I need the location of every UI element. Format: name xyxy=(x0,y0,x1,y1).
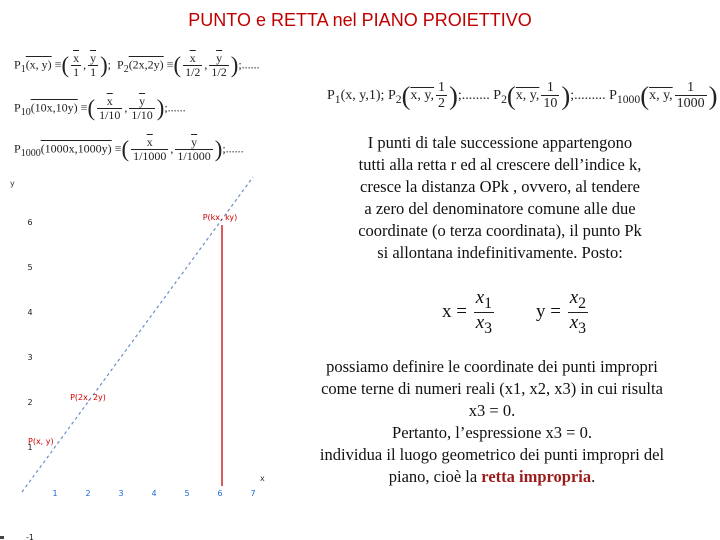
y-axis-label: y xyxy=(10,179,15,188)
improper-line-term: retta impropria xyxy=(481,467,592,486)
corner-mark xyxy=(0,536,4,539)
para1-line: a zero del denominatore comune alle due xyxy=(364,199,636,218)
paragraph-improper-points xyxy=(280,356,704,488)
para1-line: tutti alla retta r ed al crescere dell’indice k, xyxy=(358,155,642,174)
para2-line: possiamo definire le coordinate dei punti impropri xyxy=(326,357,658,376)
formula-p1-p2: $P_1(x$, y) ≡( $\frac{\overline{x}}{1}$ , $\frac{\overline{y}}{1}$ ); $P_2(2x,2y)$ ≡( $\frac{\overline{x}}{1/2}$ , $\frac{\overline{y}}{1/2}$ );...... xyxy=(14,51,260,80)
x-tick-label: 4 xyxy=(151,489,157,498)
para1-line: I punti di tale successione appartengono xyxy=(367,133,633,152)
formula-sequence: $P_1(x$, y,1); $P_2(x$, y, $\frac{1}{2}$ );........ $P_2(x$, y, $\frac{1}{10}$ );......... $P_{1000}(x$, y, $\frac{1}{1000}$ ) xyxy=(327,80,718,112)
y-tick-label: 4 xyxy=(27,308,33,317)
x-tick-label: 3 xyxy=(118,489,124,498)
para1-line: cresce la distanza OPk , ovvero, al tendere xyxy=(360,177,640,196)
y-tick-label: 1 xyxy=(27,443,33,452)
x-tick-label: 5 xyxy=(184,489,190,498)
y-tick-label: 3 xyxy=(27,353,33,362)
point-label: P(2x, 2y) xyxy=(70,393,106,402)
formula-y-def: y = $\frac{x_2}{x_3}$ xyxy=(536,287,587,337)
point-label: P(x, y) xyxy=(28,437,54,446)
para1-line: si allontana indefinitivamente. Posto: xyxy=(377,243,623,262)
y-tick-label: 6 xyxy=(27,218,33,227)
projective-line-chart xyxy=(0,170,280,540)
y-tick-label: 5 xyxy=(27,263,33,272)
para2-line: x3 = 0. xyxy=(468,401,516,420)
page-title: PUNTO e RETTA nel PIANO PROIETTIVO xyxy=(188,10,532,30)
para2-line: individua il luogo geometrico dei punti impropri del xyxy=(319,445,665,464)
y-tick-label: 2 xyxy=(27,398,33,407)
para1-line: coordinate (o terza coordinata), il punto Pk xyxy=(358,221,642,240)
x-tick-label: 1 xyxy=(52,489,58,498)
y-tick-label: -1 xyxy=(26,533,34,540)
x-tick-label: 7 xyxy=(250,489,256,498)
para2-line: come terne di numeri reali (x1, x2, x3) in cui risulta xyxy=(321,379,663,398)
formula-p1000: $P_{1000}(1000x,1000y)$ ≡( $\frac{\overline{x}}{1/1000}$ , $\frac{\overline{y}}{1/1000}$ );...... xyxy=(14,135,244,164)
x-tick-label: 6 xyxy=(217,489,223,498)
paragraph-points-sequence xyxy=(300,132,700,264)
para2-line: piano, cioè la retta impropria. xyxy=(388,467,596,486)
formula-p10: $P_{10}(10x,10y)$ ≡( $\frac{\overline{x}}{1/10}$ , $\frac{\overline{y}}{1/10}$ );...... xyxy=(14,94,186,123)
para2-line: Pertanto, l’espressione x3 = 0. xyxy=(392,423,592,442)
dashed-line-r xyxy=(22,177,253,492)
x-tick-label: 2 xyxy=(85,489,91,498)
x-axis-label: x xyxy=(260,474,265,483)
point-label: P(kx, ky) xyxy=(202,213,238,222)
formula-x-def: x = $\frac{x_1}{x_3}$ xyxy=(442,287,493,337)
